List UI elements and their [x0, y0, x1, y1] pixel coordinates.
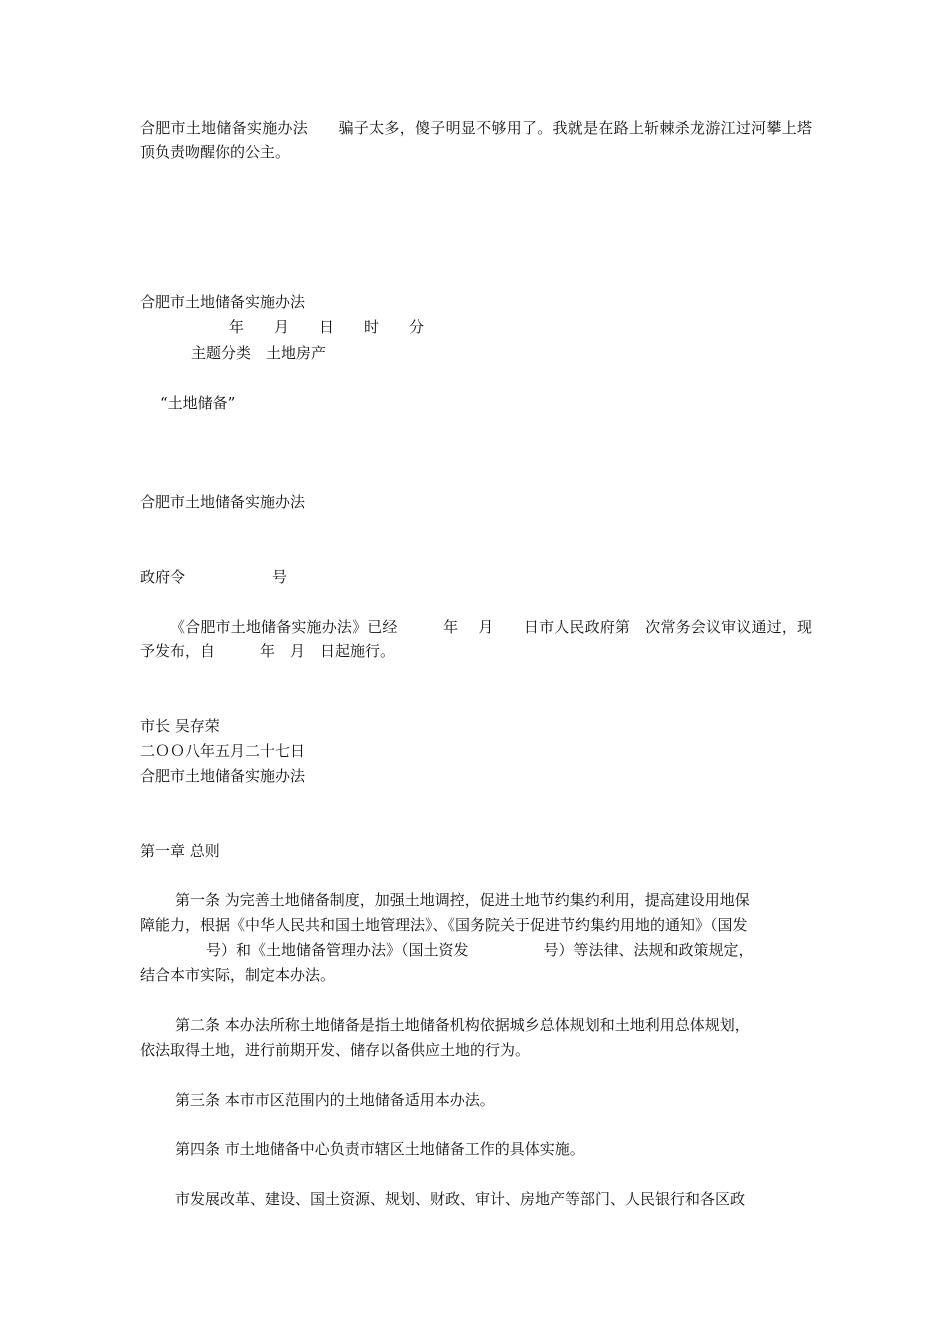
article-4-paragraph-2: 市发展改革、建设、国土资源、规划、财政、审计、房地产等部门、人民银行和各区政 — [175, 1190, 746, 1208]
decree-number-suffix: 号 — [272, 568, 288, 586]
article-2-line-2: 依法取得土地，进行前期开发、储存以备供应土地的行为。 — [140, 1041, 531, 1059]
mayor-signature: 市长 吴存荣 — [140, 717, 220, 735]
promulgation-paragraph: 《合肥市土地储备实施办法》已经 年 月 日市人民政府第 次常务会议审议通过，现予发布，自 年 月 日起施行。 — [140, 618, 812, 660]
article-1-line-1: 第一条 为完善土地储备制度，加强土地调控，促进土地节约集约利用，提高建设用地保 — [175, 891, 750, 909]
document-title: 合肥市土地储备实施办法 — [140, 293, 306, 311]
keyword-line: “土地储备” — [160, 394, 236, 412]
date-line: 年 月 日 时 分 — [229, 318, 425, 336]
decree-label: 政府令 — [140, 568, 186, 586]
chapter-heading: 第一章 总则 — [140, 842, 220, 860]
subject-line: 主题分类 土地房产 — [191, 344, 327, 362]
document-heading: 合肥市土地储备实施办法 — [140, 493, 306, 511]
section-title: 合肥市土地储备实施办法 — [140, 767, 306, 785]
signing-date: 二ＯＯ八年五月二十七日 — [140, 742, 306, 760]
article-2-line-1: 第二条 本办法所称土地储备是指土地储备机构依据城乡总体规划和土地利用总体规划， — [175, 1016, 750, 1034]
article-1-line-3: 号）和《土地储备管理办法》（国土资发 号）等法律、法规和政策规定， — [206, 941, 754, 959]
article-1-line-4: 结合本市实际，制定本办法。 — [140, 966, 336, 984]
article-4: 第四条 市土地储备中心负责市辖区土地储备工作的具体实施。 — [175, 1140, 585, 1158]
article-1-line-2: 障能力，根据《中华人民共和国土地管理法》、《国务院关于促进节约集约用地的通知》（国发 — [140, 916, 748, 934]
intro-paragraph: 合肥市土地储备实施办法 骗子太多，傻子明显不够用了。我就是在路上斩棘杀龙游江过河攀上塔顶负责吻醒你的公主。 — [140, 119, 812, 161]
article-3: 第三条 本市市区范围内的土地储备适用本办法。 — [175, 1091, 495, 1109]
